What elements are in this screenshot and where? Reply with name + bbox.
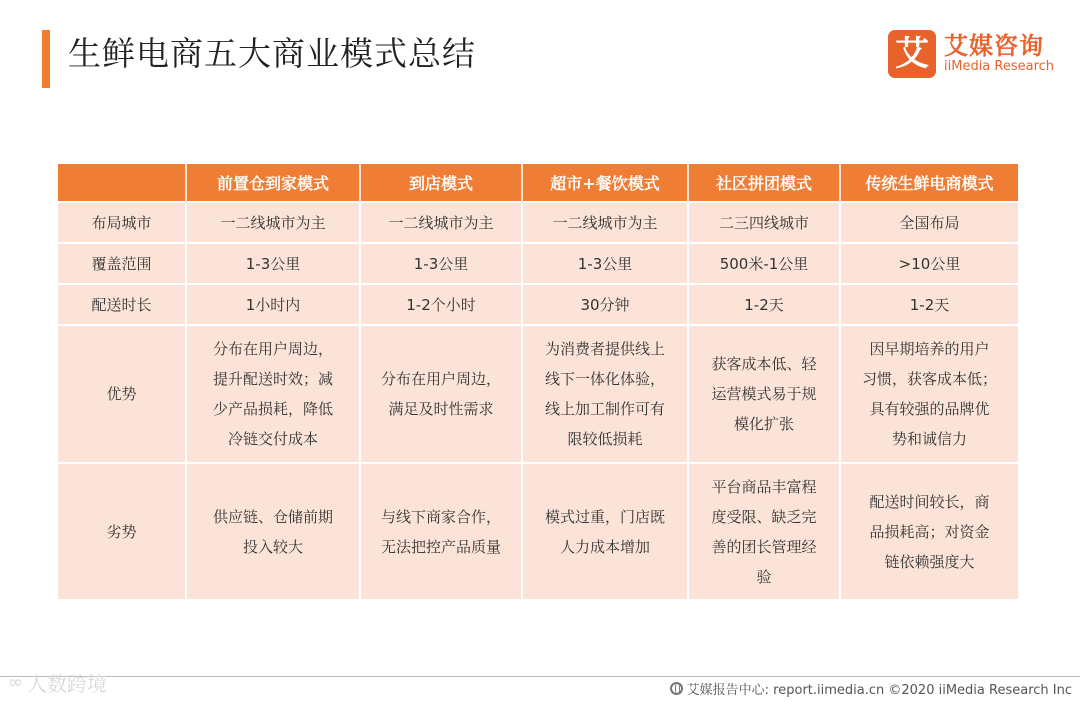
table-row-delivery-time (58, 284, 1018, 325)
cell-lines (545, 502, 665, 562)
cell-line: 冷链交付成本 (227, 430, 318, 448)
table-cell (522, 463, 688, 599)
table-cell (840, 325, 1018, 463)
table-cell: >10公里 (840, 243, 1018, 284)
cell-lines (869, 487, 989, 577)
cell-line: 验 (756, 567, 772, 586)
watermark-text: 人数跨境 (27, 672, 107, 696)
cell-lines (545, 334, 665, 454)
table-cell (522, 325, 688, 463)
header-cell-store-model: 到店模式 (360, 164, 522, 202)
table-cell: 1-2天 (840, 284, 1018, 325)
source-text: 艾媒报告中心: report.iimedia.cn ©2020 iiMedia Research Inc (686, 683, 1072, 698)
table-body (58, 202, 1018, 599)
cell-lines (711, 472, 816, 592)
title-accent-bar (42, 30, 50, 88)
globe-icon (670, 682, 683, 695)
cell-line: 势和诚信力 (891, 430, 967, 448)
row-label: 优势 (58, 325, 186, 463)
row-label: 覆盖范围 (58, 243, 186, 284)
page-title: 生鲜电商五大商业模式总结 (68, 34, 476, 73)
cell-line: 供应链、仓储前期 (212, 507, 333, 526)
table-cell (688, 325, 840, 463)
table-header-row (58, 164, 1018, 202)
cell-line: 分布在用户周边， (380, 370, 501, 388)
table-cell (186, 325, 360, 463)
table-row-coverage-range (58, 243, 1018, 284)
cell-line: 提升配送时效；减 (212, 370, 333, 388)
table-row-layout-city (58, 202, 1018, 243)
logo-en: iiMedia Research (944, 59, 1055, 74)
cell-line: 线下一体化体验， (544, 370, 665, 388)
cell-line: 人力成本增加 (559, 537, 650, 556)
cell-lines (711, 349, 816, 439)
cell-lines (213, 502, 333, 562)
table-cell (360, 463, 522, 599)
cell-line: 投入较大 (242, 537, 303, 556)
logo-mark-icon: 艾 (888, 30, 936, 78)
watermark-icon: ∞ (8, 672, 23, 693)
cell-line: 善的团长管理经 (711, 537, 817, 556)
cell-line: 无法把控产品质量 (380, 537, 501, 556)
cell-line: 与线下商家合作， (380, 507, 501, 526)
table-cell: 1-3公里 (360, 243, 522, 284)
table-cell: 一二线城市为主 (186, 202, 360, 243)
cell-line: 品损耗高；对资金 (869, 522, 990, 541)
cell-line: 因早期培养的用户 (869, 340, 990, 358)
row-label: 配送时长 (58, 284, 186, 325)
source-footer (670, 679, 1072, 698)
footer-divider (0, 676, 1080, 677)
row-label: 布局城市 (58, 202, 186, 243)
table-cell: 一二线城市为主 (522, 202, 688, 243)
cell-line: 少产品损耗，降低 (212, 400, 333, 418)
table-cell: 1-2个小时 (360, 284, 522, 325)
cell-line: 分布在用户周边， (212, 340, 333, 358)
table-row-disadvantages (58, 463, 1018, 599)
header-cell-supermarket-dining-model: 超市+餐饮模式 (522, 164, 688, 202)
header-cell-community-group-model: 社区拼团模式 (688, 164, 840, 202)
cell-line: 链依赖强度大 (884, 552, 975, 571)
cell-line: 具有较强的品牌优 (869, 400, 990, 418)
cell-lines (381, 364, 501, 424)
table-cell: 30分钟 (522, 284, 688, 325)
cell-lines (213, 334, 333, 454)
cell-lines (381, 502, 501, 562)
table-cell: 500米-1公里 (688, 243, 840, 284)
table-cell: 1-3公里 (186, 243, 360, 284)
table-cell: 1-2天 (688, 284, 840, 325)
cell-line: 线上加工制作可有 (544, 400, 665, 418)
logo-text (944, 33, 1054, 75)
watermark (8, 668, 107, 697)
brand-logo (888, 30, 1054, 78)
cell-line: 模化扩张 (733, 415, 794, 433)
table-cell (688, 463, 840, 599)
header-cell-warehouse-model: 前置仓到家模式 (186, 164, 360, 202)
cell-line: 习惯，获客成本低； (861, 370, 997, 388)
table-cell: 二三四线城市 (688, 202, 840, 243)
cell-line: 满足及时性需求 (388, 400, 494, 418)
table-cell: 1小时内 (186, 284, 360, 325)
table-cell (186, 463, 360, 599)
table-cell (360, 325, 522, 463)
table-cell: 全国布局 (840, 202, 1018, 243)
cell-line: 为消费者提供线上 (544, 340, 665, 358)
logo-cn: 艾媒咨询 (944, 32, 1044, 60)
cell-line: 运营模式易于规 (711, 385, 817, 403)
header-cell-blank (58, 164, 186, 202)
cell-line: 获客成本低、轻 (711, 355, 817, 373)
cell-line: 模式过重，门店既 (544, 507, 665, 526)
row-label: 劣势 (58, 463, 186, 599)
cell-line: 平台商品丰富程 (711, 477, 817, 496)
table-cell: 一二线城市为主 (360, 202, 522, 243)
cell-line: 配送时间较长，商 (869, 492, 990, 511)
cell-line: 度受限、缺乏完 (711, 507, 817, 526)
cell-lines (862, 334, 997, 454)
header-cell-traditional-model: 传统生鲜电商模式 (840, 164, 1018, 202)
table-cell: 1-3公里 (522, 243, 688, 284)
business-model-table (58, 164, 1018, 599)
table-row-advantages (58, 325, 1018, 463)
table-cell (840, 463, 1018, 599)
cell-line: 限较低损耗 (567, 430, 643, 448)
